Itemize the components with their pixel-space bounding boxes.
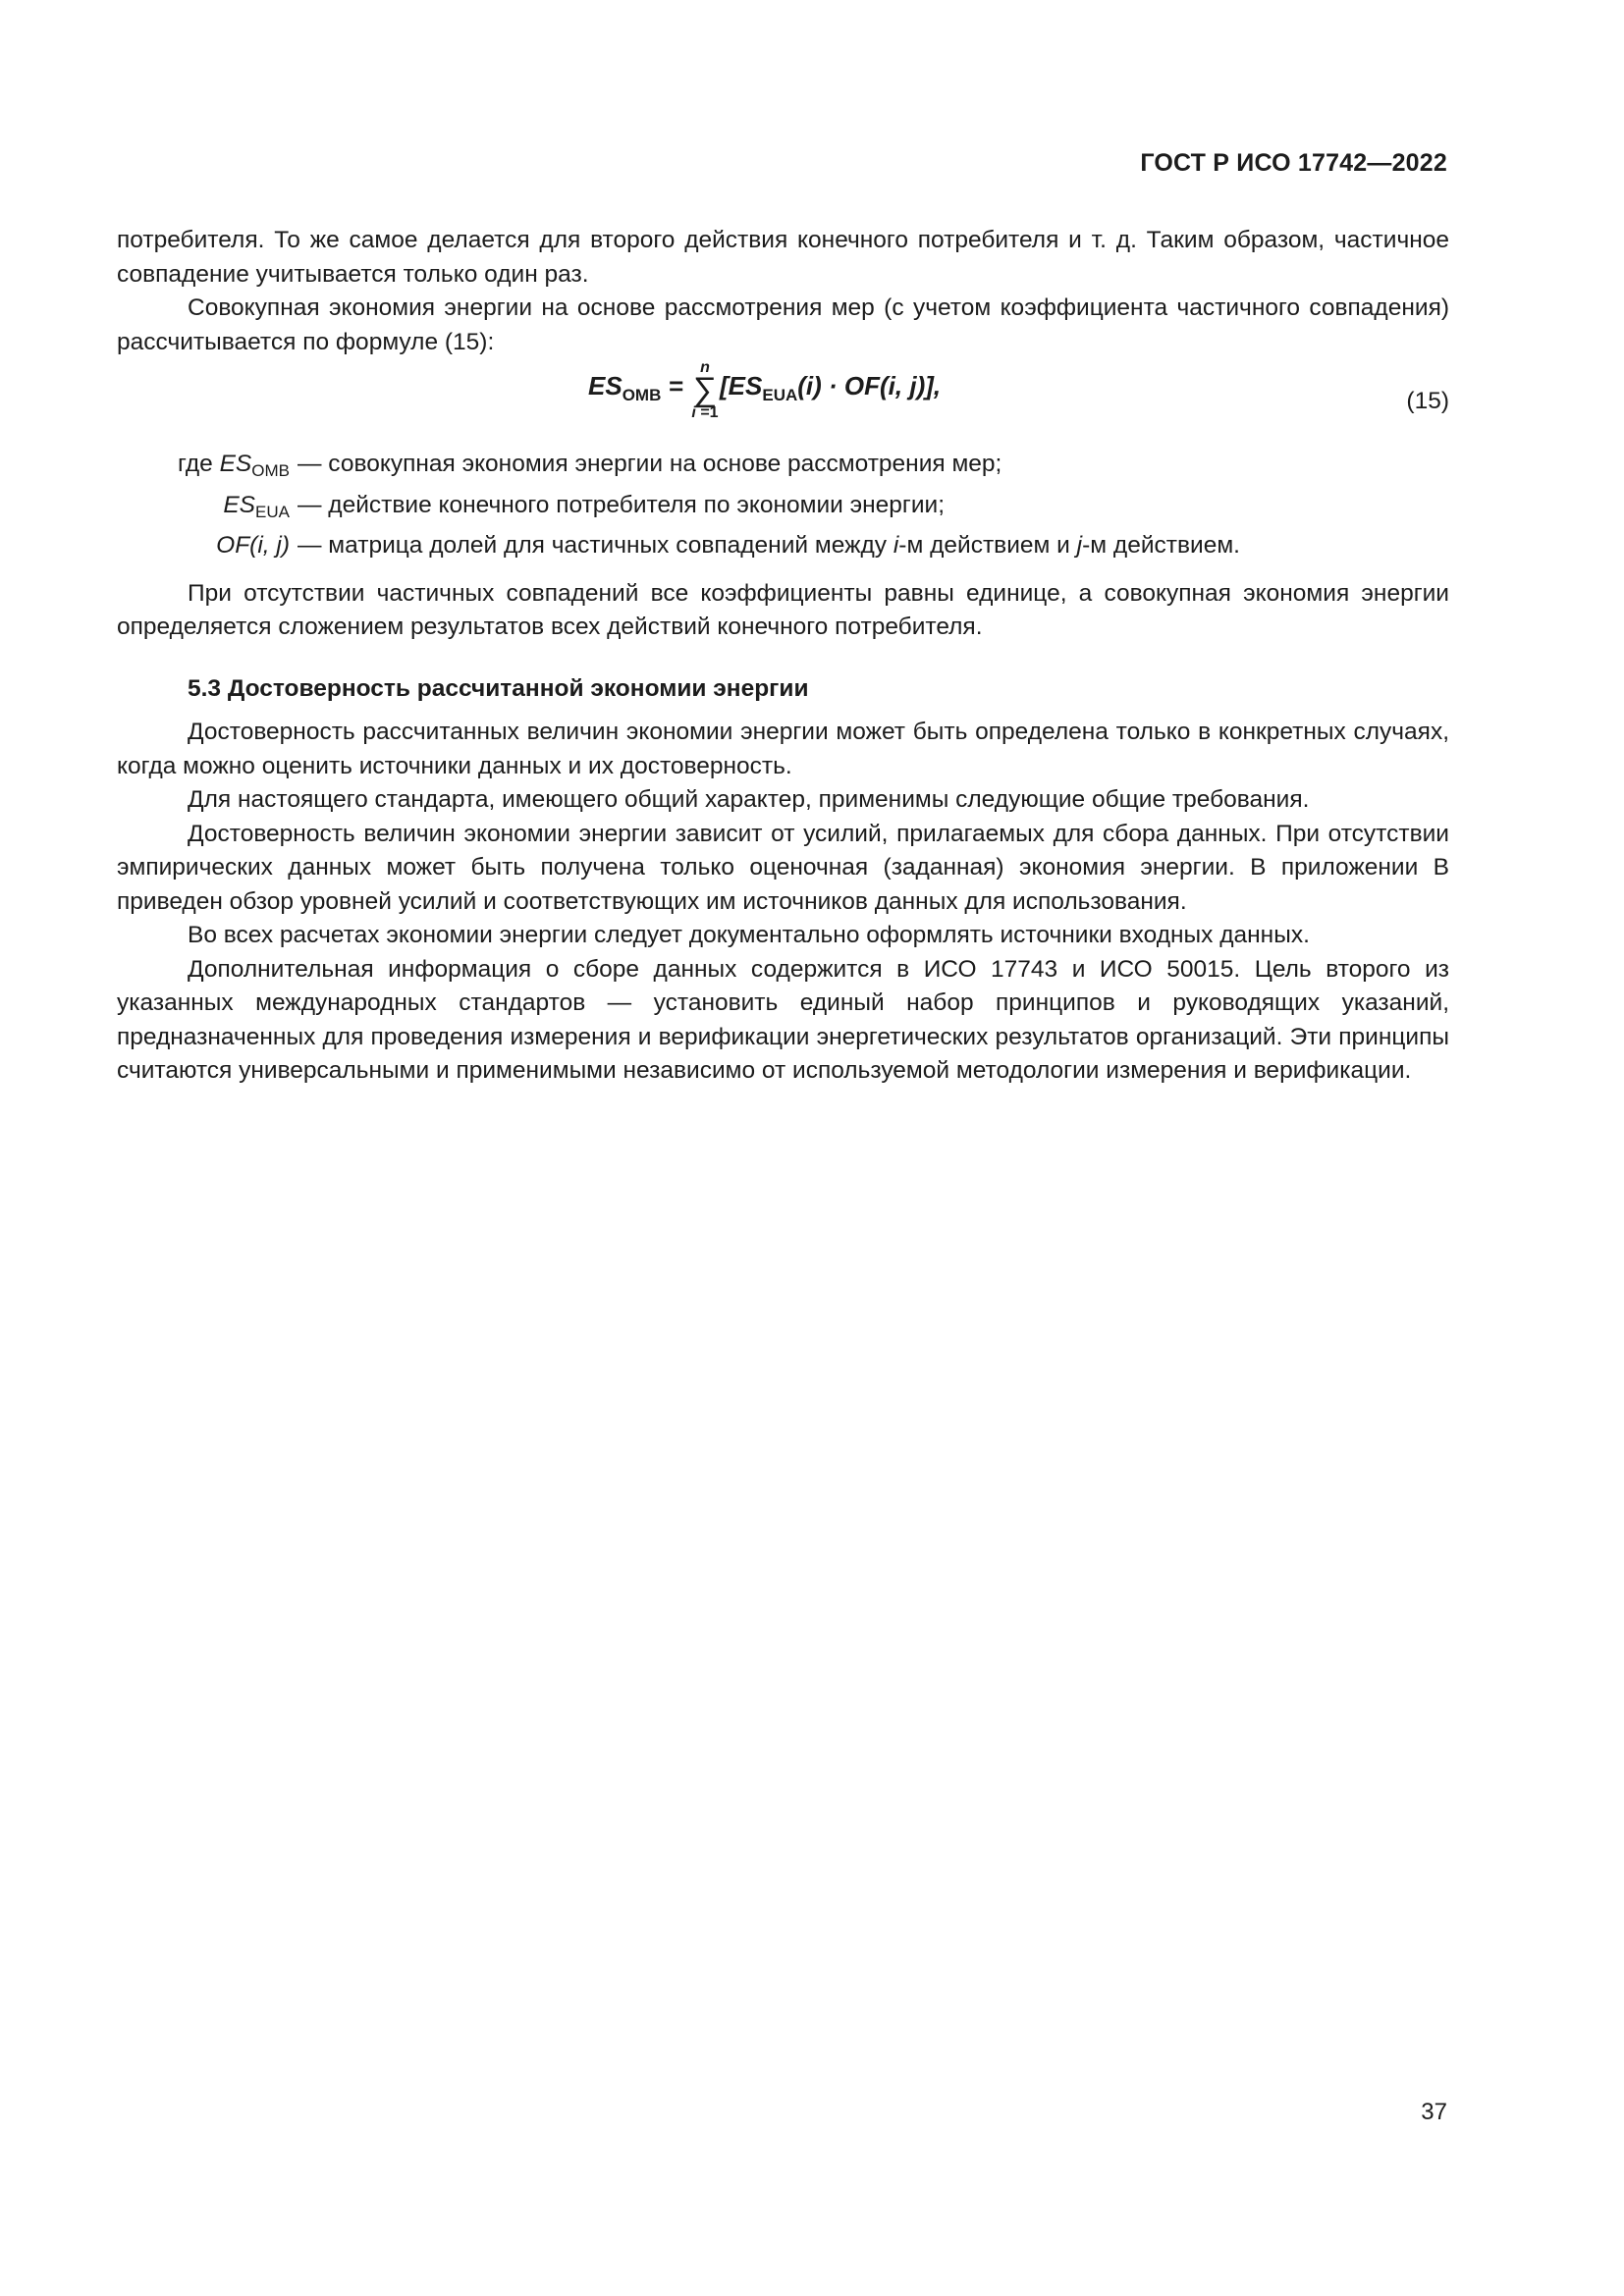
paragraph-documentation: Во всех расчетах экономии энергии следует документально оформлять источники входных данных.: [188, 922, 1310, 948]
definition-symbol: [117, 448, 290, 489]
formula-close-bracket: ],: [925, 371, 942, 400]
symbol-sub: OMB: [251, 461, 290, 480]
definition-text-part: — матрица долей для частичных совпадений между: [298, 532, 893, 559]
paragraph-continuation: потребителя. То же самое делается для второго действия конечного потребителя и т. д. Таким образом, частичное совпадение учитывается только один раз.: [117, 227, 1449, 288]
formula-lhs: ES: [588, 371, 623, 400]
formula-term1-arg: (i) ·: [797, 371, 844, 400]
definition-text-part: -м действием и: [898, 532, 1077, 559]
symbol-main: ES: [219, 451, 252, 477]
definition-var-j: j: [1076, 532, 1083, 559]
definition-row: [117, 529, 1449, 563]
symbol-main: OF(i, j): [216, 532, 290, 559]
definition-var-i: i: [893, 532, 899, 559]
sum-lower-limit: [684, 397, 726, 431]
definition-text-part: -м действием.: [1082, 532, 1240, 559]
paragraph-additional-info: Дополнительная информация о сборе данных содержится в ИСО 17743 и ИСО 50015. Цель второго из указанных международных стандартов — установить единый набор принципов и руководящих указаний, предназначенных для проведения измерения и верификации энергетических результатов организаций. Эти принципы считаются универсальными и применимыми независимо от используемой методологии измерения и верификации.: [117, 955, 1449, 1084]
definition-text: — действие конечного потребителя по экономии энергии;: [298, 491, 946, 518]
where-prefix: где: [178, 451, 220, 477]
equation-number: (15): [1406, 388, 1449, 414]
formula-lhs-sub: OMB: [622, 386, 662, 404]
formula-15: [117, 359, 1449, 448]
formula-expression: [588, 359, 942, 421]
sum-lower-var: i: [691, 404, 696, 421]
definition-text: — совокупная экономия энергии на основе рассмотрения мер;: [298, 451, 1002, 477]
page-content: [117, 224, 1449, 1089]
definition-row: [117, 448, 1449, 489]
sum-upper-limit: n: [700, 359, 710, 376]
page-number: 37: [1421, 2099, 1447, 2125]
formula-term1: ES: [728, 371, 763, 400]
definition-symbol: [117, 529, 290, 563]
formula-term1-sub: EUA: [762, 386, 798, 404]
section-heading: 5.3 Достоверность рассчитанной экономии энергии: [188, 674, 809, 702]
symbol-main: ES: [223, 491, 256, 518]
paragraph-formula-intro: Совокупная экономия энергии на основе рассмотрения мер (с учетом коэффициента частичного совпадения) рассчитывается по формуле (15):: [117, 294, 1449, 355]
paragraph-reliability: Достоверность рассчитанных величин экономии энергии может быть определена только в конкретных случаях, когда можно оценить источники данных и их достоверность.: [117, 719, 1449, 779]
formula-term2: OF(i, j): [843, 371, 926, 400]
sum-sign: ∑ n i =1: [690, 373, 720, 407]
paragraph-no-overlap: При отсутствии частичных совпадений все коэффициенты равны единице, а совокупная экономия энергии определяется сложением результатов всех действий конечного потребителя.: [117, 579, 1449, 640]
where-definitions: [117, 448, 1449, 563]
paragraph-general-requirements: Для настоящего стандарта, имеющего общий характер, применимы следующие общие требования.: [188, 786, 1310, 813]
formula-eq: =: [661, 371, 690, 400]
formula-open-bracket: [: [720, 371, 729, 400]
document-header: ГОСТ Р ИСО 17742—2022: [1140, 149, 1447, 177]
paragraph-effort: Достоверность величин экономии энергии зависит от усилий, прилагаемых для сбора данных. При отсутствии эмпирических данных может быть получена только оценочная (заданная) экономия энергии. В приложении В приведен обзор уровней усилий и соответствующих им источников данных для использования.: [117, 820, 1449, 915]
definition-text: [290, 529, 1240, 563]
symbol-sub: EUA: [255, 502, 290, 521]
definition-row: [117, 489, 1449, 530]
definition-symbol: [117, 489, 290, 530]
sum-lower-rest: =1: [695, 404, 719, 421]
